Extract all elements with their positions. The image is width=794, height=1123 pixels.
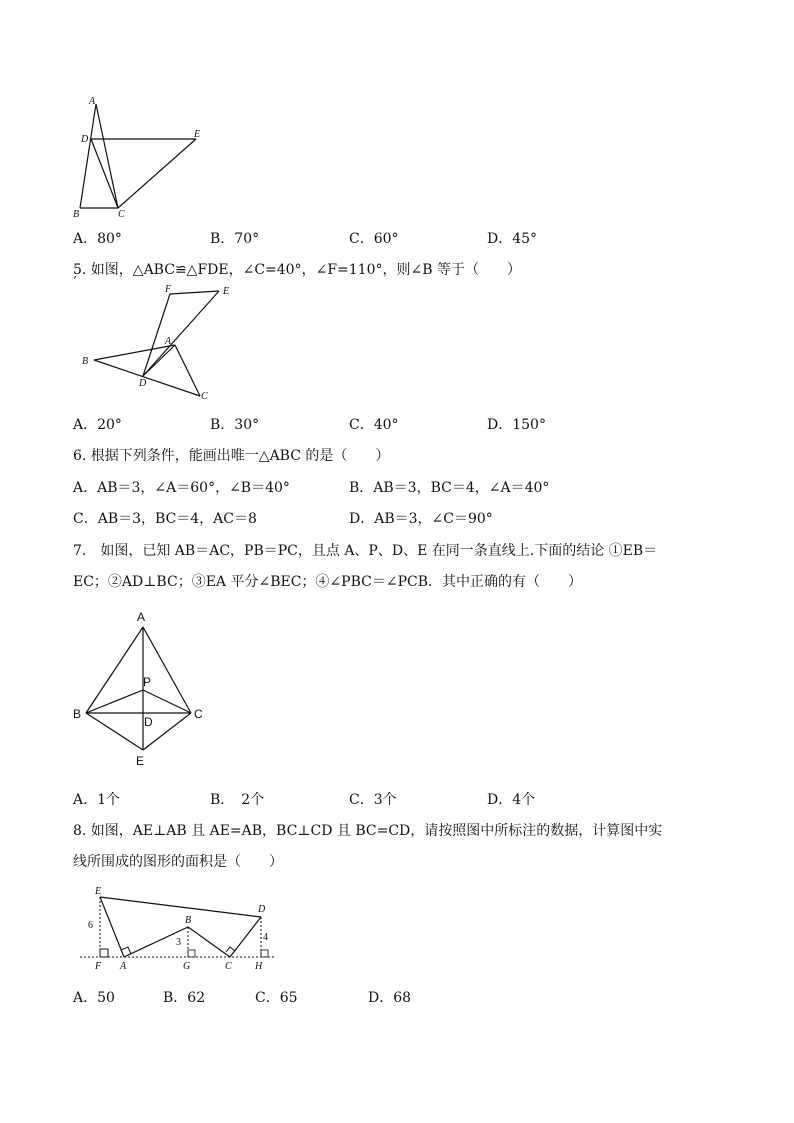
q8-segment-ea	[100, 897, 124, 957]
q5-option-b[interactable]: B．30°	[210, 417, 260, 433]
q4-label-d: D	[81, 134, 89, 145]
q8-right-angle-c	[226, 947, 235, 952]
q4-option-c[interactable]: C．60°	[349, 231, 399, 247]
q8-stem-line-2: 线所围成的图形的面积是（ ）	[73, 854, 283, 870]
q8-label-b: B	[185, 915, 192, 926]
q5-segment-fe	[170, 291, 219, 294]
q4-option-b[interactable]: B．70°	[210, 231, 260, 247]
q7-stem-line-1: 7. 如图，已知 AB＝AC，PB＝PC，且点 A、P、D、E 在同一条直线上.下面的结论 ①EB＝	[73, 543, 658, 559]
q6-stem: 6. 根据下列条件，能画出唯一△ABC 的是（ ）	[73, 448, 390, 464]
q5-segment-ba	[94, 345, 175, 360]
q6-option-a[interactable]: A．AB＝3，∠A＝60°，∠B＝40°	[73, 480, 290, 496]
q4-segment-ac	[96, 104, 118, 208]
q5-figure	[78, 282, 238, 404]
q7-segment-pb	[86, 690, 143, 713]
q5-stray-mark: ’	[73, 274, 77, 288]
q8-option-a[interactable]: A．50	[73, 990, 115, 1006]
q4-option-d[interactable]: D．45°	[487, 231, 538, 247]
q8-option-c[interactable]: C．65	[255, 990, 298, 1006]
q7-stem-line-2: EC；②AD⊥BC；③EA 平分∠BEC；④∠PBC＝∠PCB．其中正确的有（ ）	[73, 574, 582, 590]
q4-segment-ab	[80, 104, 96, 208]
q7-label-p: P	[143, 675, 152, 689]
q7-option-d[interactable]: D．4个	[487, 792, 536, 808]
q8-right-angle-g	[188, 950, 195, 957]
q7-option-b[interactable]: B． 2个	[210, 792, 265, 808]
q7-segment-be	[86, 713, 143, 750]
q7-label-b: B	[73, 707, 82, 721]
q7-option-c[interactable]: C．3个	[349, 792, 397, 808]
q6-option-b[interactable]: B．AB＝3，BC＝4，∠A＝40°	[349, 480, 550, 496]
q5-label-b: B	[82, 356, 89, 367]
q7-segment-ac	[143, 627, 191, 713]
q7-figure	[70, 603, 220, 771]
q4-label-a: A	[89, 96, 96, 107]
q8-figure	[75, 880, 285, 975]
q7-segment-ab	[86, 627, 143, 713]
q8-length-6: 6	[88, 920, 93, 931]
q4-segment-ec	[118, 139, 196, 208]
q4-segment-dc	[91, 139, 118, 208]
q5-option-a[interactable]: A．20°	[73, 417, 122, 433]
q8-label-f: F	[95, 961, 102, 972]
q8-option-b[interactable]: B．62	[163, 990, 206, 1006]
q5-label-a: A	[165, 336, 172, 347]
q8-option-d[interactable]: D．68	[368, 990, 412, 1006]
q7-label-a: A	[137, 610, 146, 624]
q4-figure	[70, 92, 210, 220]
q8-label-d: D	[258, 904, 266, 915]
q6-option-d[interactable]: D．AB＝3，∠C＝90°	[349, 511, 493, 527]
q5-stem: 5. 如图，△ABC≌△FDE，∠C=40°，∠F=110°，则∠B 等于（ ）	[73, 262, 521, 278]
q4-label-e: E	[194, 129, 201, 140]
q8-label-c: C	[225, 961, 232, 972]
q8-right-angle-f	[100, 949, 108, 957]
q8-length-3: 3	[176, 937, 181, 948]
q6-option-c[interactable]: C．AB＝3，BC＝4，AC＝8	[73, 511, 257, 527]
q7-label-c: C	[194, 707, 203, 721]
q7-label-e: E	[136, 754, 145, 768]
q7-segment-pc	[143, 690, 191, 713]
q5-option-c[interactable]: C．40°	[349, 417, 399, 433]
q8-right-angle-h	[261, 950, 268, 957]
q8-segment-bc	[188, 927, 230, 957]
q5-segment-de	[143, 291, 219, 376]
q7-label-d: D	[144, 715, 153, 729]
q8-stem-line-1: 8. 如图，AE⊥AB 且 AE=AB，BC⊥CD 且 BC=CD，请按照图中所标注的数据，计算图中实	[73, 823, 663, 839]
q8-label-g: G	[183, 961, 191, 972]
q5-label-e: E	[223, 286, 230, 297]
q5-label-f: F	[165, 284, 172, 295]
q4-option-a[interactable]: A．80°	[73, 231, 122, 247]
q8-length-4: 4	[263, 932, 268, 943]
q8-label-h: H	[255, 961, 263, 972]
q8-segment-ed	[100, 897, 261, 917]
q5-option-d[interactable]: D．150°	[487, 417, 546, 433]
q4-label-c: C	[118, 209, 125, 220]
q4-label-b: B	[73, 209, 80, 220]
q8-label-a: A	[120, 961, 127, 972]
q5-label-c: C	[201, 391, 208, 402]
q5-label-d: D	[139, 378, 147, 389]
q8-label-e: E	[95, 886, 102, 897]
q7-option-a[interactable]: A．1个	[73, 792, 121, 808]
